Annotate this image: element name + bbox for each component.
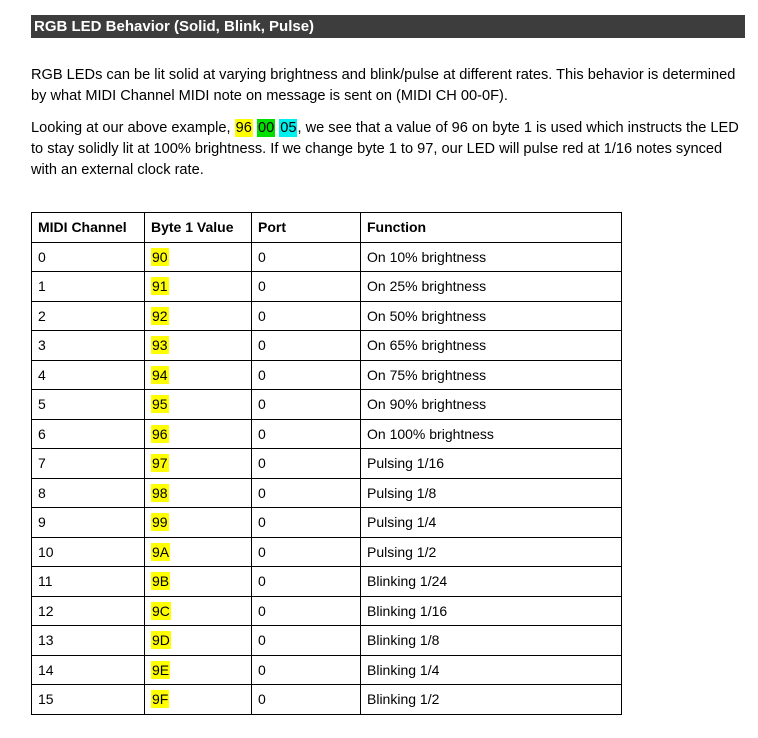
column-header-port: Port bbox=[252, 213, 361, 243]
table-row bbox=[32, 390, 622, 420]
midi-channel-cell: 6 bbox=[32, 419, 145, 449]
function-cell: Blinking 1/16 bbox=[361, 596, 622, 626]
byte1-value-cell bbox=[145, 626, 252, 656]
byte1-value-cell bbox=[145, 537, 252, 567]
byte1-value-cell bbox=[145, 449, 252, 479]
byte1-value-cell bbox=[145, 419, 252, 449]
byte1-value-highlight: 96 bbox=[152, 425, 168, 442]
table-row bbox=[32, 272, 622, 302]
paragraph-intro: RGB LEDs can be lit solid at varying brightness and blink/pulse at different rates. This behavior is determined by what MIDI Channel MIDI note on message is sent on (MIDI CH 00-0F). bbox=[31, 67, 736, 104]
port-cell: 0 bbox=[252, 567, 361, 597]
paragraph-example-suffix: , we see that a value of 96 on byte 1 is used which instructs the LED to stay solidly lit at 100% brightness. If we change byte 1 to 97, our LED will pulse red at 1/16 notes synced with an external clock rate. bbox=[31, 120, 739, 178]
function-cell: Pulsing 1/4 bbox=[361, 508, 622, 538]
section-heading-title: RGB LED Behavior (Solid, Blink, Pulse) bbox=[34, 18, 315, 35]
port-cell: 0 bbox=[252, 390, 361, 420]
byte1-value-highlight: 9A bbox=[152, 543, 170, 560]
midi-channel-cell: 10 bbox=[32, 537, 145, 567]
table-row bbox=[32, 449, 622, 479]
function-cell: On 75% brightness bbox=[361, 360, 622, 390]
midi-channel-cell: 11 bbox=[32, 567, 145, 597]
table-row bbox=[32, 360, 622, 390]
function-cell: Pulsing 1/2 bbox=[361, 537, 622, 567]
example-byte-1-highlight: 96 bbox=[235, 120, 252, 136]
byte1-value-highlight: 90 bbox=[152, 248, 168, 265]
byte1-value-highlight: 9F bbox=[152, 691, 169, 708]
byte1-value-cell bbox=[145, 685, 252, 715]
table-row bbox=[32, 331, 622, 361]
port-cell: 0 bbox=[252, 301, 361, 331]
port-cell: 0 bbox=[252, 449, 361, 479]
port-cell: 0 bbox=[252, 537, 361, 567]
function-cell: On 65% brightness bbox=[361, 331, 622, 361]
table-body bbox=[32, 242, 622, 714]
byte1-value-highlight: 9D bbox=[152, 632, 170, 649]
midi-channel-cell: 0 bbox=[32, 242, 145, 272]
function-cell: On 50% brightness bbox=[361, 301, 622, 331]
example-byte-3-highlight: 05 bbox=[280, 120, 297, 136]
byte1-value-highlight: 93 bbox=[152, 337, 168, 354]
byte1-value-highlight: 92 bbox=[152, 307, 168, 324]
byte1-value-cell bbox=[145, 360, 252, 390]
function-cell: On 100% brightness bbox=[361, 419, 622, 449]
port-cell: 0 bbox=[252, 242, 361, 272]
byte1-value-cell bbox=[145, 567, 252, 597]
byte1-value-highlight: 97 bbox=[152, 455, 168, 472]
midi-channel-cell: 15 bbox=[32, 685, 145, 715]
midi-channel-cell: 14 bbox=[32, 655, 145, 685]
port-cell: 0 bbox=[252, 478, 361, 508]
table-row bbox=[32, 596, 622, 626]
example-byte-2-highlight: 00 bbox=[257, 120, 275, 136]
byte1-value-cell bbox=[145, 390, 252, 420]
byte1-value-highlight: 95 bbox=[152, 396, 168, 413]
byte1-value-highlight: 9C bbox=[152, 602, 170, 619]
paragraph-example-prefix: Looking at our above example, bbox=[31, 120, 231, 136]
midi-channel-cell: 9 bbox=[32, 508, 145, 538]
table-row bbox=[32, 242, 622, 272]
function-cell: On 25% brightness bbox=[361, 272, 622, 302]
table-row bbox=[32, 537, 622, 567]
paragraph-example bbox=[31, 118, 745, 181]
midi-channel-cell: 4 bbox=[32, 360, 145, 390]
port-cell: 0 bbox=[252, 508, 361, 538]
function-cell: Blinking 1/8 bbox=[361, 626, 622, 656]
table-row bbox=[32, 567, 622, 597]
midi-channel-cell: 12 bbox=[32, 596, 145, 626]
table-row bbox=[32, 685, 622, 715]
byte1-value-cell bbox=[145, 242, 252, 272]
port-cell: 0 bbox=[252, 331, 361, 361]
function-cell: Blinking 1/4 bbox=[361, 655, 622, 685]
column-header-function: Function bbox=[361, 213, 622, 243]
table-row bbox=[32, 478, 622, 508]
port-cell: 0 bbox=[252, 596, 361, 626]
function-cell: Blinking 1/2 bbox=[361, 685, 622, 715]
table-row bbox=[32, 626, 622, 656]
midi-channel-cell: 3 bbox=[32, 331, 145, 361]
byte1-value-cell bbox=[145, 331, 252, 361]
example-bytes-group bbox=[235, 119, 298, 137]
document-page bbox=[31, 15, 745, 715]
port-cell: 0 bbox=[252, 655, 361, 685]
byte1-value-cell bbox=[145, 596, 252, 626]
byte1-value-highlight: 98 bbox=[152, 484, 168, 501]
column-header-midi-channel: MIDI Channel bbox=[32, 213, 145, 243]
port-cell: 0 bbox=[252, 272, 361, 302]
table-header-row bbox=[32, 213, 622, 243]
midi-channel-cell: 2 bbox=[32, 301, 145, 331]
table-row bbox=[32, 655, 622, 685]
port-cell: 0 bbox=[252, 685, 361, 715]
table-row bbox=[32, 301, 622, 331]
byte1-value-highlight: 99 bbox=[152, 514, 168, 531]
byte1-value-highlight: 9E bbox=[152, 661, 170, 678]
midi-channel-table bbox=[31, 212, 622, 715]
byte1-value-cell bbox=[145, 272, 252, 302]
function-cell: Pulsing 1/8 bbox=[361, 478, 622, 508]
port-cell: 0 bbox=[252, 419, 361, 449]
table-row bbox=[32, 419, 622, 449]
function-cell: On 90% brightness bbox=[361, 390, 622, 420]
midi-channel-cell: 8 bbox=[32, 478, 145, 508]
byte1-value-cell bbox=[145, 478, 252, 508]
byte1-value-highlight: 91 bbox=[152, 278, 168, 295]
midi-channel-cell: 1 bbox=[32, 272, 145, 302]
byte1-value-highlight: 94 bbox=[152, 366, 168, 383]
column-header-byte1-value: Byte 1 Value bbox=[145, 213, 252, 243]
midi-channel-cell: 7 bbox=[32, 449, 145, 479]
midi-channel-cell: 13 bbox=[32, 626, 145, 656]
port-cell: 0 bbox=[252, 626, 361, 656]
section-heading-bar bbox=[31, 15, 745, 38]
port-cell: 0 bbox=[252, 360, 361, 390]
function-cell: Pulsing 1/16 bbox=[361, 449, 622, 479]
byte1-value-highlight: 9B bbox=[152, 573, 170, 590]
function-cell: Blinking 1/24 bbox=[361, 567, 622, 597]
byte1-value-cell bbox=[145, 301, 252, 331]
midi-channel-cell: 5 bbox=[32, 390, 145, 420]
table-row bbox=[32, 508, 622, 538]
byte1-value-cell bbox=[145, 508, 252, 538]
function-cell: On 10% brightness bbox=[361, 242, 622, 272]
byte1-value-cell bbox=[145, 655, 252, 685]
